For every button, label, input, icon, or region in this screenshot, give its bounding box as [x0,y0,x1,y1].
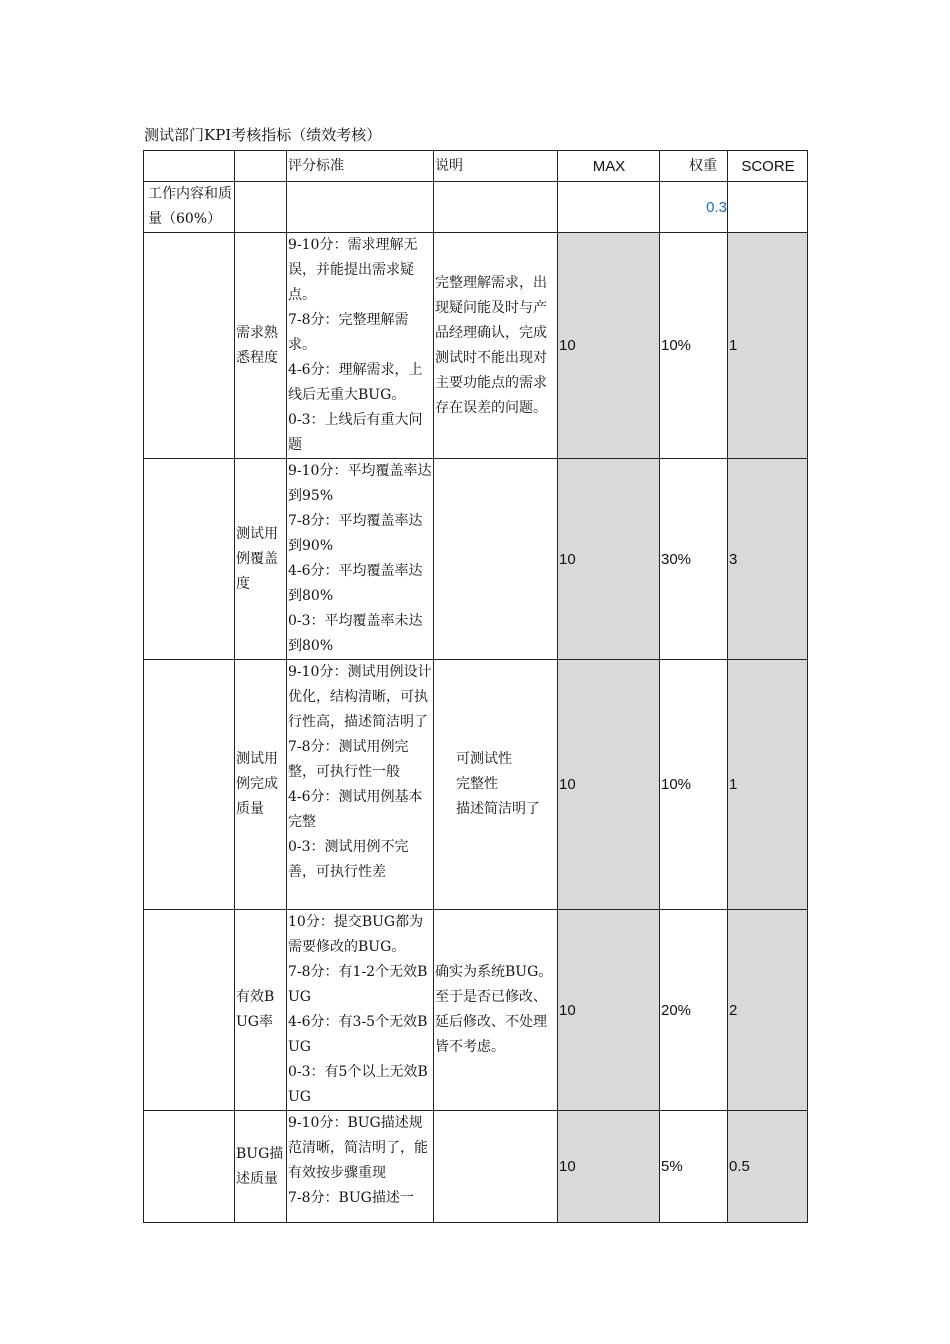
row-weight: 10% [660,233,728,459]
table-header-row [144,151,808,182]
row-item: 测试用例覆盖度 [235,459,287,660]
row-item: 需求熟悉程度 [235,233,287,459]
header-weight: 权重 [660,151,728,182]
header-description: 说明 [434,151,558,182]
header-score: SCORE [728,151,808,182]
section-cell-empty [558,182,660,233]
row-cell-empty [144,910,235,1111]
row-criteria: 9-10分：BUG描述规范清晰，简洁明了，能有效按步骤重现 7-8分：BUG描述一 [287,1111,434,1223]
row-description [434,1111,558,1223]
row-score: 0.5 [728,1111,808,1223]
section-cell-empty [235,182,287,233]
row-score: 1 [728,233,808,459]
row-item: BUG描述质量 [235,1111,287,1223]
row-score: 3 [728,459,808,660]
section-row [144,182,808,233]
row-criteria: 9-10分：需求理解无误，并能提出需求疑点。 7-8分：完整理解需求。 4-6分：理解需求，上线后无重大BUG。 0-3：上线后有重大问题 [287,233,434,459]
section-cell-empty [728,182,808,233]
row-cell-empty [144,660,235,910]
table-row [144,1111,808,1223]
table-row [144,459,808,660]
row-cell-empty [144,459,235,660]
row-description [434,459,558,660]
row-description: 确实为系统BUG。至于是否已修改、延后修改、不处理皆不考虑。 [434,910,558,1111]
table-row [144,233,808,459]
section-weight: 0.3 [660,182,728,233]
row-criteria: 9-10分：测试用例设计优化，结构清晰，可执行性高，描述简洁明了 7-8分：测试用例完整，可执行性一般 4-6分：测试用例基本完整 0-3：测试用例不完善，可执行性差 [287,660,434,910]
row-weight: 20% [660,910,728,1111]
header-cell-empty [235,151,287,182]
row-item: 测试用例完成质量 [235,660,287,910]
row-description: 可测试性 完整性 描述简洁明了 [434,660,558,910]
section-name: 工作内容和质量（60%） [144,182,235,233]
row-max: 10 [558,1111,660,1223]
row-description: 完整理解需求，出现疑问能及时与产品经理确认，完成测试时不能出现对主要功能点的需求存在误差的问题。 [434,233,558,459]
header-criteria: 评分标准 [287,151,434,182]
row-weight: 10% [660,660,728,910]
table-row [144,910,808,1111]
row-weight: 30% [660,459,728,660]
row-max: 10 [558,910,660,1111]
row-max: 10 [558,233,660,459]
row-score: 2 [728,910,808,1111]
row-criteria: 10分：提交BUG都为需要修改的BUG。 7-8分：有1-2个无效BUG 4-6分：有3-5个无效BUG 0-3：有5个以上无效BUG [287,910,434,1111]
section-cell-empty [434,182,558,233]
row-cell-empty [144,1111,235,1223]
section-cell-empty [287,182,434,233]
row-weight: 5% [660,1111,728,1223]
page-title: 测试部门KPI考核指标（绩效考核） [144,126,382,144]
kpi-table [143,150,808,1223]
row-cell-empty [144,233,235,459]
row-criteria: 9-10分：平均覆盖率达到95% 7-8分：平均覆盖率达到90% 4-6分：平均覆盖率达到80% 0-3：平均覆盖率未达到80% [287,459,434,660]
header-cell-empty [144,151,235,182]
row-item: 有效BUG率 [235,910,287,1111]
row-max: 10 [558,660,660,910]
table-row [144,660,808,910]
header-max: MAX [558,151,660,182]
row-max: 10 [558,459,660,660]
row-score: 1 [728,660,808,910]
